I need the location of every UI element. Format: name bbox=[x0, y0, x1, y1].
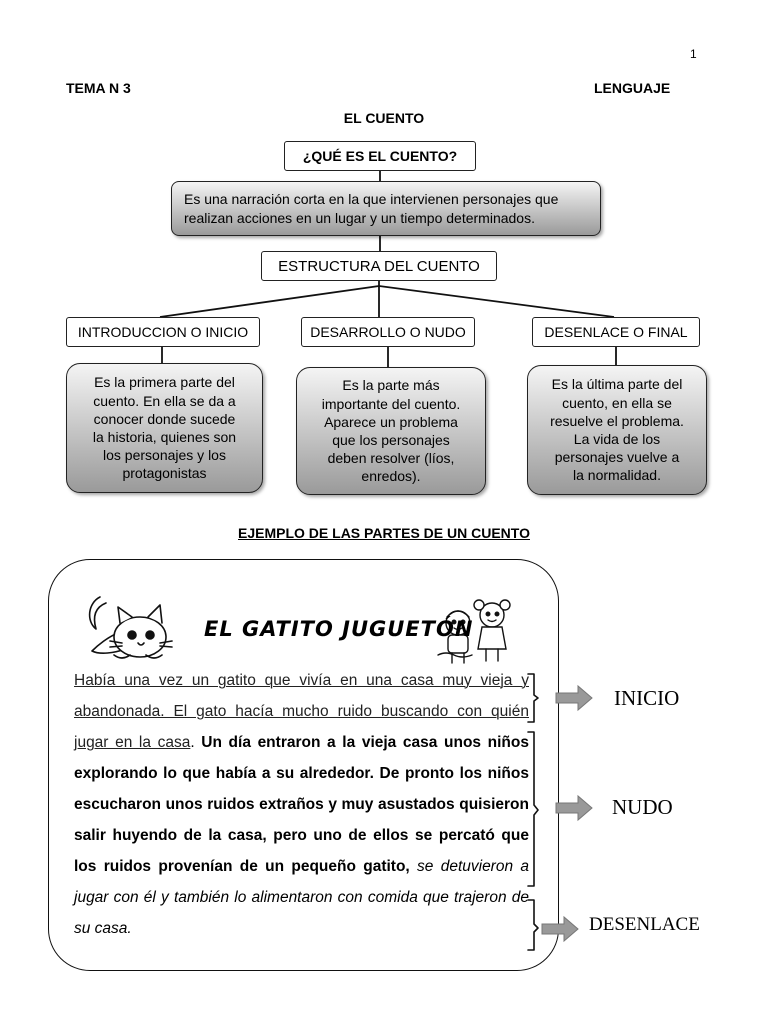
story-intro-end: . bbox=[190, 734, 202, 751]
arrow-desenlace-icon bbox=[542, 917, 578, 941]
part-label-development: DESARROLLO O NUDO bbox=[301, 317, 475, 347]
structure-box: ESTRUCTURA DEL CUENTO bbox=[261, 251, 497, 281]
description-line: Es la última parte del bbox=[551, 376, 683, 393]
topic-number: TEMA N 3 bbox=[66, 80, 131, 96]
connector-structure-left bbox=[160, 286, 379, 317]
story-end-text: se detuvieron a jugar con él y también lo alimentaron con comida que trajeron de su casa. bbox=[74, 858, 530, 937]
question-box: ¿QUÉ ES EL CUENTO? bbox=[284, 141, 476, 171]
kitten-illustration-icon bbox=[78, 585, 198, 665]
label-inicio: INICIO bbox=[614, 686, 680, 710]
description-line: la historia, quienes son bbox=[92, 429, 237, 445]
part-description-intro bbox=[66, 363, 263, 493]
definition-line: realizan acciones en un lugar y un tiempo determinados. bbox=[184, 209, 535, 226]
example-heading: EJEMPLO DE LAS PARTES DE UN CUENTO bbox=[238, 525, 530, 541]
story-intro-text: Había una vez un gatito que vivía en una casa muy vieja y abandonada. El gato hacía mucho ruido buscando con quién jugar en la casa bbox=[74, 672, 529, 751]
description-line: Es la primera parte del bbox=[94, 374, 235, 391]
connector-structure-right bbox=[379, 286, 614, 317]
description-line: resuelve el problema. bbox=[550, 412, 684, 429]
story-nudo-text: Un día entraron a la vieja casa unos niños explorando lo que había a su alrededor. De pronto los niños escucharon unos ruidos extraños y muy asustados quisieron salir huyendo de la casa, pero uno de ellos se percató que los ruidos provenían de un pequeño gatito, bbox=[74, 734, 529, 875]
part-label-ending: DESENLACE O FINAL bbox=[532, 317, 700, 347]
description-line: La vida de los bbox=[573, 431, 661, 447]
bracket-nudo bbox=[528, 732, 538, 886]
description-line: cuento. En ella se da a bbox=[93, 392, 236, 409]
story-text bbox=[74, 665, 529, 944]
definition-line: Es una narración corta en la que intervienen personajes que bbox=[184, 190, 559, 207]
label-nudo: NUDO bbox=[612, 795, 673, 819]
description-line: importante del cuento. bbox=[321, 395, 461, 412]
description-line: personajes vuelve a bbox=[554, 449, 680, 466]
page-number: 1 bbox=[690, 47, 697, 61]
part-description-ending bbox=[527, 365, 707, 495]
part-description-development bbox=[296, 367, 486, 495]
definition-box bbox=[171, 181, 601, 236]
bracket-inicio bbox=[528, 674, 538, 722]
description-line: los personajes y los bbox=[103, 447, 226, 464]
story-title: EL GATITO JUGUETÓN bbox=[204, 617, 474, 641]
page-title: EL CUENTO bbox=[343, 110, 425, 126]
description-line: que los personajes bbox=[332, 432, 450, 448]
bracket-desenlace bbox=[528, 900, 538, 950]
description-line: Aparece un problema bbox=[324, 413, 458, 430]
description-line: enredos). bbox=[361, 468, 421, 485]
part-label-intro: INTRODUCCION O INICIO bbox=[66, 317, 260, 347]
subject-name: LENGUAJE bbox=[594, 80, 671, 96]
description-line: deben resolver (líos, bbox=[327, 450, 455, 467]
description-line: protagonistas bbox=[122, 465, 207, 482]
description-line: Es la parte más bbox=[342, 377, 440, 394]
description-line: cuento, en ella se bbox=[562, 394, 672, 411]
label-desenlace: DESENLACE bbox=[589, 914, 700, 935]
description-line: la normalidad. bbox=[573, 467, 661, 484]
description-line: conocer donde sucede bbox=[93, 410, 236, 427]
arrow-inicio-icon bbox=[556, 686, 592, 710]
arrow-nudo-icon bbox=[556, 796, 592, 820]
